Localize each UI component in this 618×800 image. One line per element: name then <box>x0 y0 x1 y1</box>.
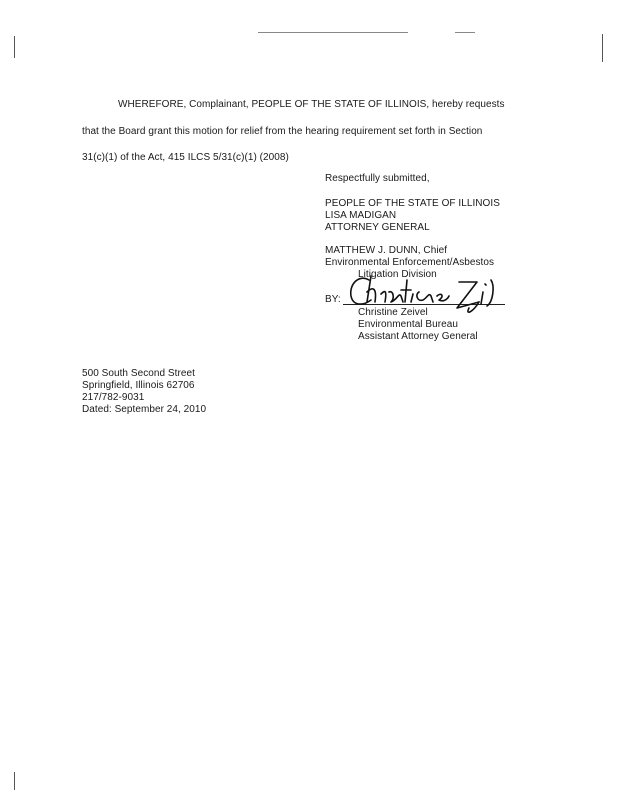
body-line-3: 31(c)(1) of the Act, 415 ILCS 5/31(c)(1) (2008) <box>82 152 289 163</box>
signer-bureau: Environmental Bureau <box>358 319 458 330</box>
party-name: PEOPLE OF THE STATE OF ILLINOIS <box>325 198 500 209</box>
division-line-1: Environmental Enforcement/Asbestos <box>325 257 495 268</box>
signer-name: Christine Zeivel <box>358 307 428 318</box>
address-phone: 217/782-9031 <box>82 392 145 403</box>
scan-edge-mark-left-bottom <box>14 772 15 790</box>
address-city: Springfield, Illinois 62706 <box>82 380 195 391</box>
address-street: 500 South Second Street <box>82 368 195 379</box>
attorney-title: ATTORNEY GENERAL <box>325 222 430 233</box>
closing-text: Respectfully submitted, <box>325 173 430 184</box>
division-line-2: Litigation Division <box>358 269 437 280</box>
scan-top-dash <box>258 32 408 33</box>
scan-edge-mark-left <box>14 36 15 58</box>
attorney-name: LISA MADIGAN <box>325 210 397 221</box>
chief-name: MATTHEW J. DUNN, Chief <box>325 245 448 256</box>
by-label: BY: <box>325 294 341 305</box>
scan-top-dash-right <box>455 32 475 33</box>
scan-edge-mark-right <box>602 34 603 62</box>
body-line-2: that the Board grant this motion for relief from the hearing requirement set forth in Section <box>82 126 483 137</box>
date-line: Dated: September 24, 2010 <box>82 404 207 415</box>
body-line-1: WHEREFORE, Complainant, PEOPLE OF THE STATE OF ILLINOIS, hereby requests <box>118 99 505 110</box>
signer-title: Assistant Attorney General <box>358 331 478 342</box>
